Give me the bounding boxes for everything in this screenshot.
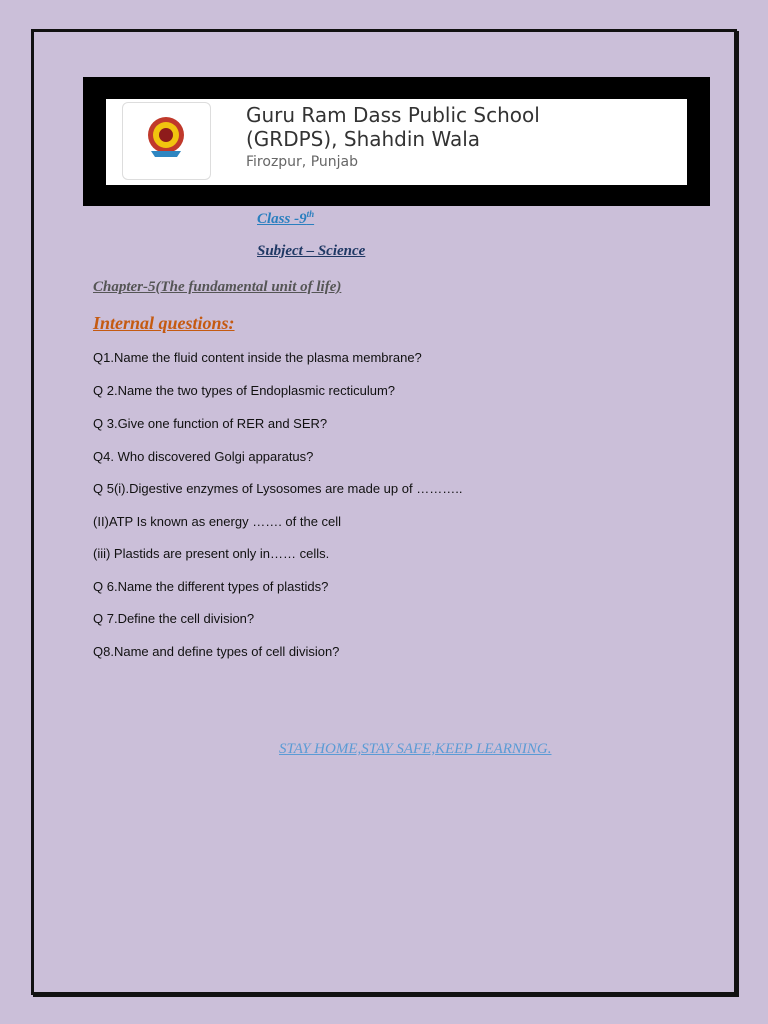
question-item: Q4. Who discovered Golgi apparatus?: [93, 449, 314, 464]
header-banner: [83, 77, 710, 206]
question-item: Q1.Name the fluid content inside the plasma membrane?: [93, 350, 422, 365]
subject-label: Subject – Science: [257, 243, 366, 259]
question-item: Q 3.Give one function of RER and SER?: [93, 416, 328, 431]
class-text: Class -9: [257, 211, 307, 227]
header-card: [106, 99, 687, 185]
question-item: Q8.Name and define types of cell division?: [93, 644, 340, 659]
question-item: Q 6.Name the different types of plastids?: [93, 579, 329, 594]
class-label: [257, 209, 314, 228]
school-name-line1: Guru Ram Dass Public School: [246, 103, 540, 127]
section-title: Internal questions:: [93, 313, 235, 333]
school-crest-icon: [141, 113, 191, 163]
class-superscript: th: [306, 209, 315, 219]
footer-slogan: STAY HOME,STAY SAFE,KEEP LEARNING.: [279, 741, 552, 757]
school-name-line2: (GRDPS), Shahdin Wala: [246, 127, 481, 151]
chapter-title: Chapter-5(The fundamental unit of life): [93, 279, 342, 295]
school-location: Firozpur, Punjab: [246, 154, 358, 170]
question-item: (iii) Plastids are present only in…… cells.: [93, 546, 330, 561]
question-item: Q 5(i).Digestive enzymes of Lysosomes are made up of ………..: [93, 481, 463, 496]
school-logo: [122, 102, 211, 180]
question-item: Q 2.Name the two types of Endoplasmic recticulum?: [93, 383, 396, 398]
question-item: Q 7.Define the cell division?: [93, 611, 255, 626]
question-item: (II)ATP Is known as energy ……. of the cell: [93, 514, 342, 529]
